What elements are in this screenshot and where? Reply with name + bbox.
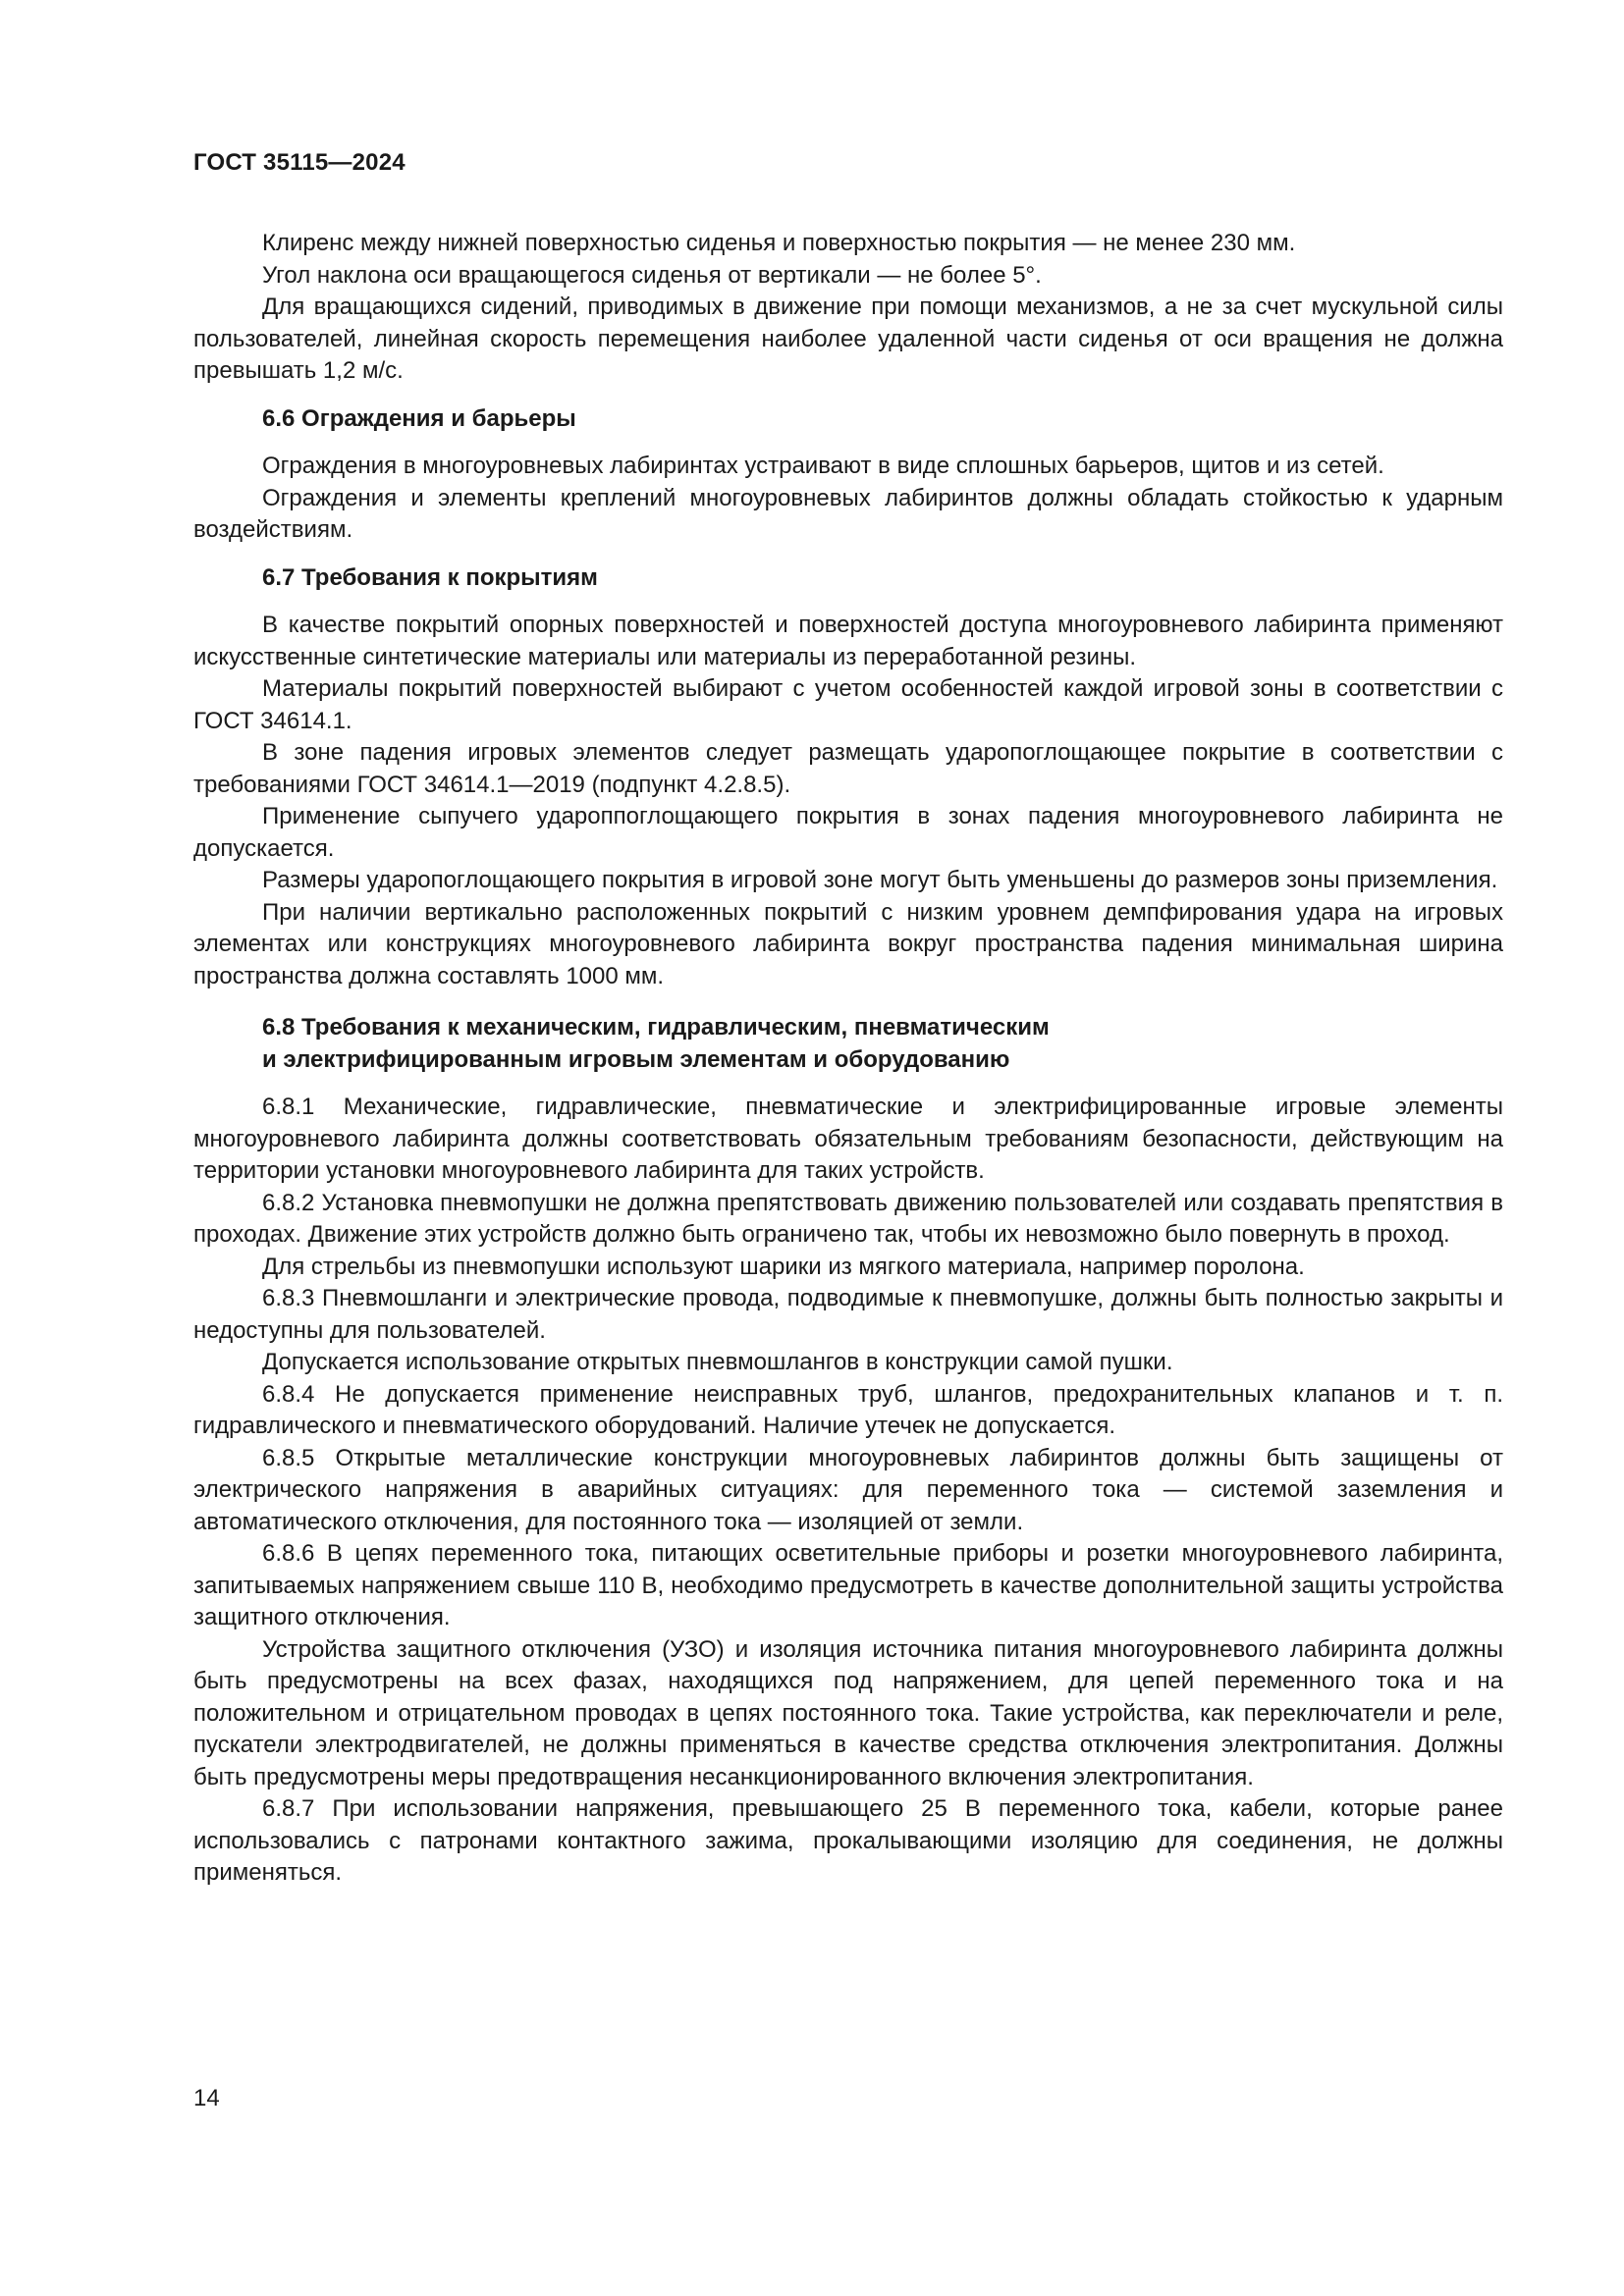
section-heading-6-6: 6.6 Ограждения и барьеры [262,404,576,432]
paragraph: Допускается использование открытых пневмошлангов в конструкции самой пушки. [262,1349,1173,1375]
paragraph: 6.8.1 Механические, гидравлические, пневматические и электрифицированные игровые элементы многоуровневого лабиринта должны соответствовать обязательным требованиям безопасности, действующим на территории установки многоуровневого лабиринта для таких устройств. [193,1094,1503,1184]
paragraph: Устройства защитного отключения (УЗО) и изоляция источника питания многоуровневого лабиринта должны быть предусмотрены на всех фазах, находящихся под напряжением, для цепей переменного тока и на положительном и отрицательном проводах в цепях постоянного тока. Такие устройства, как переключатели и реле, пускатели электродвигателей, не должны применяться в качестве средства отключения электропитания. Должны быть предусмотрены меры предотвращения несанкционированного включения электропитания. [193,1635,1503,1790]
paragraph: Размеры ударопоглощающего покрытия в игровой зоне могут быть уменьшены до размеров зоны приземления. [262,867,1498,893]
paragraph: Применение сыпучего удароппоглощающего покрытия в зонах падения многоуровневого лабиринта не допускается. [193,803,1503,862]
page-number: 14 [193,2085,220,2111]
paragraph: 6.8.6 В цепях переменного тока, питающих осветительные приборы и розетки многоуровневого лабиринта, запитываемых напряжением свыше 110 В, необходимо предусмотреть в качестве дополнительной защиты устройства защитного отключения. [193,1540,1503,1630]
paragraph: 6.8.7 При использовании напряжения, превышающего 25 В переменного тока, кабели, которые ранее использовались с патронами контактного зажима, прокалывающими изоляцию для соединения, не должны применяться. [193,1795,1503,1886]
paragraph: Для вращающихся сидений, приводимых в движение при помощи механизмов, а не за счет мускульной силы пользователей, линейная скорость перемещения наиболее удаленной части сиденья от оси вращения не должна превышать 1,2 м/с. [193,294,1503,384]
paragraph: 6.8.3 Пневмошланги и электрические провода, подводимые к пневмопушке, должны быть полностью закрыты и недоступны для пользователей. [193,1285,1503,1344]
document-body [193,228,1503,1890]
section-heading-line: и электрифицированным игровым элементам и оборудованию [262,1045,1010,1073]
paragraph: Ограждения в многоуровневых лабиринтах устраивают в виде сплошных барьеров, щитов и из сетей. [262,453,1384,479]
paragraph: Материалы покрытий поверхностей выбирают с учетом особенностей каждой игровой зоны в соответствии с ГОСТ 34614.1. [193,675,1503,734]
paragraph: При наличии вертикально расположенных покрытий с низким уровнем демпфирования удара на игровых элементах или конструкциях многоуровневого лабиринта вокруг пространства падения минимальная ширина пространства должна составлять 1000 мм. [193,898,1503,989]
paragraph: Для стрельбы из пневмопушки используют шарики из мягкого материала, например поролона. [262,1253,1305,1280]
document-code: ГОСТ 35115—2024 [193,149,406,176]
paragraph: 6.8.5 Открытые металлические конструкции многоуровневых лабиринтов должны быть защищены от электрического напряжения в аварийных ситуациях: для переменного тока — системой заземления и автоматического отключения, для постоянного тока — изоляцией от земли. [193,1444,1503,1535]
section-heading-line: 6.8 Требования к механическим, гидравлическим, пневматическим [262,1014,1050,1041]
section-heading-6-7: 6.7 Требования к покрытиям [262,563,598,591]
paragraph: Угол наклона оси вращающегося сиденья от вертикали — не более 5°. [262,261,1042,289]
paragraph: 6.8.2 Установка пневмопушки не должна препятствовать движению пользователей или создавать препятствия в проходах. Движение этих устройств должно быть ограничено так, чтобы их невозможно было повернуть в проход. [193,1189,1503,1248]
paragraph: Клиренс между нижней поверхностью сиденья и поверхностью покрытия — не менее 230 мм. [262,230,1296,256]
paragraph: 6.8.4 Не допускается применение неисправных труб, шлангов, предохранительных клапанов и т. п. гидравлического и пневматического оборудований. Наличие утечек не допускается. [193,1380,1503,1439]
paragraph: В качестве покрытий опорных поверхностей и поверхностей доступа многоуровневого лабиринта применяют искусственные синтетические материалы или материалы из переработанной резины. [193,612,1503,670]
section-heading-6-8 [262,1012,1503,1076]
paragraph: Ограждения и элементы креплений многоуровневых лабиринтов должны обладать стойкостью к ударным воздействиям. [193,484,1503,543]
paragraph: В зоне падения игровых элементов следует размещать ударопоглощающее покрытие в соответствии с требованиями ГОСТ 34614.1—2019 (подпункт 4.2.8.5). [193,739,1503,798]
